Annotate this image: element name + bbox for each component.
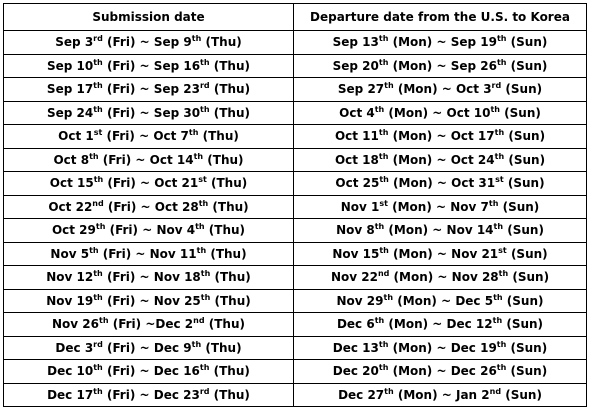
start-weekday: (Fri) ~ xyxy=(102,129,154,144)
start-date: Nov 1 xyxy=(340,199,380,214)
header-row xyxy=(4,4,587,31)
start-date: Oct 8 xyxy=(53,152,90,167)
end-date: Sep 30 xyxy=(153,105,201,120)
end-ordinal-suffix: th xyxy=(493,292,503,302)
start-weekday: (Fri) ~ xyxy=(108,317,156,332)
start-weekday: (Fri) ~ xyxy=(102,293,154,308)
start-ordinal-suffix: th xyxy=(384,386,394,396)
start-date: Sep 24 xyxy=(46,105,94,120)
end-weekday: (Thu) xyxy=(203,152,244,167)
start-ordinal-suffix: th xyxy=(379,245,389,255)
submission-date-cell xyxy=(4,78,294,102)
end-ordinal-suffix: th xyxy=(494,128,505,138)
end-ordinal-suffix: th xyxy=(488,198,499,208)
end-ordinal-suffix: th xyxy=(496,339,507,349)
end-weekday: (Sun) xyxy=(498,199,540,214)
end-date: Nov 28 xyxy=(451,270,499,285)
submission-date-cell xyxy=(4,125,294,149)
start-ordinal-suffix: th xyxy=(93,269,103,279)
end-ordinal-suffix: st xyxy=(498,245,507,255)
end-weekday: (Sun) xyxy=(504,129,546,144)
start-ordinal-suffix: th xyxy=(378,57,389,67)
departure-date-cell xyxy=(294,219,587,243)
start-weekday: (Mon) ~ xyxy=(388,340,451,355)
start-date: Dec 13 xyxy=(332,340,379,355)
start-ordinal-suffix: th xyxy=(378,363,389,373)
start-ordinal-suffix: th xyxy=(383,292,394,302)
start-date: Nov 5 xyxy=(50,246,90,261)
end-ordinal-suffix: th xyxy=(493,222,504,232)
end-weekday: (Sun) xyxy=(506,58,548,73)
end-weekday: (Sun) xyxy=(503,223,544,238)
start-ordinal-suffix: nd xyxy=(92,198,104,208)
start-weekday: (Mon) ~ xyxy=(393,82,456,97)
end-weekday: (Sun) xyxy=(506,246,548,261)
table-row xyxy=(4,125,587,149)
start-date: Dec 17 xyxy=(47,387,94,402)
start-weekday: (Fri) ~ xyxy=(98,152,150,167)
start-weekday: (Fri) ~ xyxy=(105,223,157,238)
start-date: Nov 26 xyxy=(52,317,100,332)
departure-date-cell xyxy=(294,148,587,172)
end-date: Dec 9 xyxy=(153,340,192,355)
end-date: Oct 3 xyxy=(455,82,492,97)
end-date: Sep 23 xyxy=(153,82,200,97)
submission-date-header: Submission date xyxy=(4,4,294,31)
start-date: Oct 18 xyxy=(334,152,379,167)
end-weekday: (Thu) xyxy=(209,58,250,73)
start-weekday: (Mon) ~ xyxy=(388,176,452,191)
table-row xyxy=(4,172,587,196)
end-date: Nov 11 xyxy=(149,246,197,261)
table-row xyxy=(4,266,587,290)
start-weekday: (Fri) ~ xyxy=(102,387,154,402)
end-date: Oct 10 xyxy=(446,105,491,120)
start-ordinal-suffix: th xyxy=(89,151,99,161)
end-ordinal-suffix: nd xyxy=(193,316,205,326)
submission-date-cell xyxy=(4,360,294,384)
end-date: Dec 16 xyxy=(153,364,200,379)
start-weekday: (Mon) ~ xyxy=(393,387,456,402)
end-date: Dec 5 xyxy=(455,293,494,308)
end-ordinal-suffix: th xyxy=(492,316,503,326)
start-weekday: (Fri) ~ xyxy=(102,270,154,285)
end-weekday: (Thu) xyxy=(209,387,250,402)
start-date: Nov 15 xyxy=(332,246,380,261)
end-weekday: (Sun) xyxy=(506,364,548,379)
start-ordinal-suffix: th xyxy=(374,222,385,232)
end-ordinal-suffix: th xyxy=(199,363,210,373)
table-row xyxy=(4,360,587,384)
start-date: Oct 4 xyxy=(339,105,375,120)
end-weekday: (Thu) xyxy=(209,82,251,97)
start-weekday: (Mon) ~ xyxy=(387,199,451,214)
departure-date-cell xyxy=(294,383,587,407)
start-ordinal-suffix: th xyxy=(95,222,106,232)
start-weekday: (Fri) ~ xyxy=(102,82,154,97)
table-row xyxy=(4,313,587,337)
departure-date-cell xyxy=(294,101,587,125)
submission-date-cell xyxy=(4,266,294,290)
start-ordinal-suffix: th xyxy=(93,292,103,302)
submission-date-cell xyxy=(4,148,294,172)
end-ordinal-suffix: th xyxy=(191,339,202,349)
end-weekday: (Thu) xyxy=(209,105,250,120)
start-weekday: (Mon) ~ xyxy=(384,317,447,332)
start-ordinal-suffix: th xyxy=(378,339,389,349)
end-ordinal-suffix: th xyxy=(200,269,211,279)
start-weekday: (Mon) ~ xyxy=(388,246,452,261)
end-ordinal-suffix: th xyxy=(496,34,507,44)
table-row xyxy=(4,242,587,266)
end-weekday: (Sun) xyxy=(506,35,548,50)
end-ordinal-suffix: th xyxy=(196,245,207,255)
departure-date-cell xyxy=(294,289,587,313)
table-row xyxy=(4,383,587,407)
start-date: Sep 17 xyxy=(46,82,94,97)
start-date: Oct 15 xyxy=(49,176,94,191)
end-ordinal-suffix: st xyxy=(495,175,504,185)
submission-date-cell xyxy=(4,289,294,313)
end-ordinal-suffix: th xyxy=(200,104,210,114)
table-row xyxy=(4,289,587,313)
start-ordinal-suffix: rd xyxy=(93,34,103,44)
departure-date-cell xyxy=(294,125,587,149)
start-ordinal-suffix: th xyxy=(99,316,109,326)
departure-date-cell xyxy=(294,195,587,219)
table-row xyxy=(4,54,587,78)
start-weekday: (Fri) ~ xyxy=(102,105,154,120)
end-ordinal-suffix: nd xyxy=(489,386,502,396)
end-date: Dec 12 xyxy=(446,317,493,332)
end-ordinal-suffix: st xyxy=(198,175,207,185)
end-weekday: (Sun) xyxy=(506,340,548,355)
submission-date-cell xyxy=(4,313,294,337)
end-weekday: (Sun) xyxy=(502,293,544,308)
start-date: Oct 1 xyxy=(58,129,94,144)
end-weekday: (Thu) xyxy=(208,199,249,214)
table-row xyxy=(4,219,587,243)
start-weekday: (Mon) ~ xyxy=(384,223,447,238)
end-date: Nov 21 xyxy=(451,246,499,261)
submission-date-cell xyxy=(4,383,294,407)
start-weekday: (Fri) ~ xyxy=(98,246,150,261)
end-date: Dec 23 xyxy=(153,387,200,402)
submission-date-cell xyxy=(4,54,294,78)
submission-date-cell xyxy=(4,101,294,125)
end-weekday: (Thu) xyxy=(206,246,247,261)
start-ordinal-suffix: th xyxy=(378,34,389,44)
end-date: Oct 21 xyxy=(154,176,199,191)
table-row xyxy=(4,195,587,219)
start-weekday: (Mon) ~ xyxy=(388,58,451,73)
start-date: Oct 29 xyxy=(51,223,96,238)
start-date: Dec 20 xyxy=(332,364,379,379)
end-date: Jan 2 xyxy=(455,387,490,402)
start-date: Nov 8 xyxy=(336,223,375,238)
start-ordinal-suffix: th xyxy=(378,128,389,138)
start-ordinal-suffix: th xyxy=(93,57,103,67)
table-row xyxy=(4,101,587,125)
end-date: Nov 4 xyxy=(156,223,196,238)
end-ordinal-suffix: th xyxy=(490,104,500,114)
start-ordinal-suffix: st xyxy=(379,198,388,208)
start-date: Oct 11 xyxy=(334,129,379,144)
submission-date-cell xyxy=(4,336,294,360)
start-date: Sep 20 xyxy=(332,58,379,73)
start-date: Nov 22 xyxy=(330,270,378,285)
end-weekday: (Sun) xyxy=(502,317,544,332)
start-ordinal-suffix: st xyxy=(93,128,103,138)
start-ordinal-suffix: th xyxy=(93,386,103,396)
departure-date-cell xyxy=(294,360,587,384)
start-date: Sep 10 xyxy=(46,58,94,73)
start-weekday: (Mon) ~ xyxy=(388,152,451,167)
start-weekday: (Mon) ~ xyxy=(388,364,451,379)
end-weekday: (Sun) xyxy=(508,270,550,285)
start-ordinal-suffix: th xyxy=(93,104,103,114)
start-ordinal-suffix: nd xyxy=(377,269,390,279)
departure-date-cell xyxy=(294,172,587,196)
end-ordinal-suffix: th xyxy=(496,57,507,67)
start-ordinal-suffix: th xyxy=(89,245,99,255)
end-date: Dec 2 xyxy=(155,317,194,332)
end-weekday: (Thu) xyxy=(198,129,239,144)
end-weekday: (Sun) xyxy=(501,82,543,97)
table-row xyxy=(4,31,587,55)
end-date: Nov 14 xyxy=(446,223,494,238)
departure-date-header: Departure date from the U.S. to Korea xyxy=(294,4,587,31)
end-ordinal-suffix: th xyxy=(496,363,507,373)
end-weekday: (Sun) xyxy=(501,387,542,402)
departure-date-cell xyxy=(294,78,587,102)
end-date: Oct 24 xyxy=(450,152,495,167)
end-date: Nov 7 xyxy=(450,199,489,214)
start-weekday: (Fri) ~ xyxy=(102,340,154,355)
end-date: Dec 26 xyxy=(450,364,497,379)
start-date: Sep 13 xyxy=(332,35,379,50)
end-weekday: (Thu) xyxy=(209,364,250,379)
end-date: Nov 18 xyxy=(153,270,201,285)
end-weekday: (Sun) xyxy=(503,176,545,191)
start-date: Dec 27 xyxy=(338,387,385,402)
start-weekday: (Fri) ~ xyxy=(102,35,154,50)
start-weekday: (Mon) ~ xyxy=(389,270,452,285)
schedule-body xyxy=(4,31,587,407)
end-ordinal-suffix: rd xyxy=(199,386,210,396)
departure-date-cell xyxy=(294,313,587,337)
start-date: Nov 29 xyxy=(336,293,384,308)
table-row xyxy=(4,78,587,102)
end-weekday: (Thu) xyxy=(201,340,242,355)
schedule-table xyxy=(3,3,587,407)
end-ordinal-suffix: th xyxy=(188,128,199,138)
end-ordinal-suffix: th xyxy=(200,292,211,302)
start-ordinal-suffix: th xyxy=(379,175,389,185)
end-ordinal-suffix: th xyxy=(195,222,205,232)
start-ordinal-suffix: th xyxy=(378,151,389,161)
end-date: Oct 17 xyxy=(450,129,495,144)
start-ordinal-suffix: th xyxy=(374,316,385,326)
start-date: Dec 3 xyxy=(55,340,94,355)
submission-date-cell xyxy=(4,172,294,196)
start-date: Oct 22 xyxy=(48,199,93,214)
end-date: Sep 26 xyxy=(450,58,497,73)
start-ordinal-suffix: th xyxy=(374,104,385,114)
end-date: Oct 14 xyxy=(149,152,194,167)
table-row xyxy=(4,336,587,360)
start-weekday: (Fri) ~ xyxy=(102,364,154,379)
start-weekday: (Mon) ~ xyxy=(393,293,456,308)
start-ordinal-suffix: th xyxy=(93,363,103,373)
end-weekday: (Thu) xyxy=(210,293,251,308)
start-date: Oct 25 xyxy=(335,176,380,191)
start-ordinal-suffix: rd xyxy=(93,339,103,349)
end-weekday: (Thu) xyxy=(206,176,248,191)
end-ordinal-suffix: th xyxy=(498,269,509,279)
submission-date-cell xyxy=(4,195,294,219)
start-weekday: (Fri) ~ xyxy=(103,199,155,214)
departure-date-cell xyxy=(294,336,587,360)
end-weekday: (Thu) xyxy=(204,317,245,332)
end-date: Oct 7 xyxy=(153,129,189,144)
end-date: Sep 19 xyxy=(450,35,497,50)
end-date: Sep 16 xyxy=(153,58,201,73)
end-weekday: (Sun) xyxy=(504,152,546,167)
end-weekday: (Thu) xyxy=(210,270,251,285)
start-date: Nov 12 xyxy=(46,270,94,285)
submission-date-cell xyxy=(4,219,294,243)
end-date: Sep 9 xyxy=(153,35,192,50)
submission-date-cell xyxy=(4,31,294,55)
start-ordinal-suffix: th xyxy=(93,175,104,185)
start-weekday: (Mon) ~ xyxy=(388,35,451,50)
end-ordinal-suffix: rd xyxy=(491,81,502,91)
start-weekday: (Fri) ~ xyxy=(102,58,154,73)
departure-date-cell xyxy=(294,242,587,266)
end-date: Nov 25 xyxy=(153,293,201,308)
end-ordinal-suffix: th xyxy=(494,151,505,161)
start-weekday: (Mon) ~ xyxy=(388,129,451,144)
end-weekday: (Thu) xyxy=(204,223,246,238)
departure-date-cell xyxy=(294,54,587,78)
start-weekday: (Mon) ~ xyxy=(384,105,447,120)
end-ordinal-suffix: th xyxy=(198,198,209,208)
end-ordinal-suffix: th xyxy=(200,57,210,67)
start-date: Nov 19 xyxy=(46,293,94,308)
table-row xyxy=(4,148,587,172)
departure-date-cell xyxy=(294,266,587,290)
departure-date-cell xyxy=(294,31,587,55)
start-ordinal-suffix: th xyxy=(384,81,394,91)
end-weekday: (Sun) xyxy=(500,105,541,120)
start-date: Dec 6 xyxy=(336,317,375,332)
submission-date-cell xyxy=(4,242,294,266)
start-ordinal-suffix: th xyxy=(93,81,103,91)
end-date: Oct 28 xyxy=(154,199,199,214)
start-date: Dec 10 xyxy=(47,364,94,379)
end-ordinal-suffix: rd xyxy=(199,81,210,91)
start-date: Sep 27 xyxy=(337,82,385,97)
end-date: Oct 31 xyxy=(451,176,496,191)
end-date: Dec 19 xyxy=(450,340,497,355)
start-date: Sep 3 xyxy=(55,35,94,50)
end-weekday: (Thu) xyxy=(201,35,242,50)
end-ordinal-suffix: th xyxy=(193,151,204,161)
end-ordinal-suffix: th xyxy=(191,34,202,44)
start-weekday: (Fri) ~ xyxy=(103,176,155,191)
